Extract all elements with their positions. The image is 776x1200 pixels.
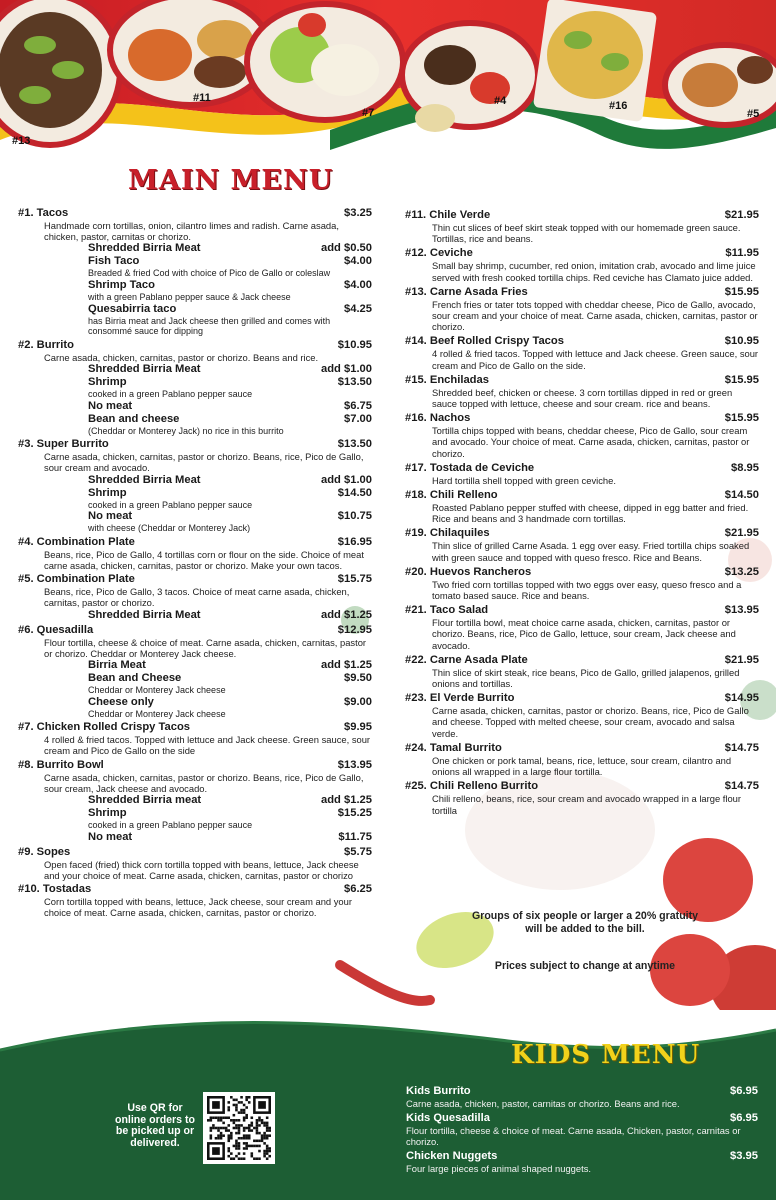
menu-item: [18, 759, 372, 844]
menu-item-title: #5. Combination Plate: [18, 573, 135, 586]
menu-item-description: Carne asada, chicken, carnitas, pastor or chorizo. Beans, rice, Pico de Gallo, sour cream and avocado.: [44, 451, 364, 474]
sub-option-name: Shredded Birria Meat: [88, 473, 201, 486]
menu-item-header: [18, 573, 372, 586]
menu-sub-option: [18, 363, 372, 376]
menu-sub-option: [18, 696, 372, 720]
menu-item: [18, 721, 372, 756]
kids-item-description: Flour tortilla, cheese & choice of meat. Carne asada, Chicken, pastor, carnitas or chorizo.: [406, 1125, 741, 1147]
sub-option-price: $13.50: [337, 375, 372, 388]
menu-item-description: Flour tortilla bowl, meat choice carne asada, chicken, carnitas, pastor or chorizo. Beans, rice, Pico de Gallo, lettuce, sour cream, Jack cheese and avocado.: [432, 617, 736, 651]
menu-item: [405, 412, 759, 459]
menu-item-price: $15.95: [724, 373, 759, 386]
menu-item-description: Roasted Pablano pepper stuffed with cheese, dipped in egg batter and fried. Rice and beans and 3 handmade corn tortillas.: [432, 502, 749, 525]
menu-item-header: [18, 846, 372, 859]
menu-item-price: $5.75: [344, 845, 372, 858]
menu-item-description: 4 rolled & fried tacos. Topped with lettuce and Jack cheese. Green sauce, sour cream and Pico de Gallo on the side.: [432, 348, 759, 371]
menu-sub-option: [18, 807, 372, 831]
menu-left-column: [18, 207, 372, 920]
sub-option-name: Fish Taco: [88, 255, 140, 268]
kids-item-title: Chicken Nuggets: [406, 1150, 498, 1162]
sub-option-header: [88, 609, 372, 622]
sub-option-name: Bean and cheese: [88, 412, 180, 425]
menu-item-price: $11.95: [725, 247, 759, 260]
sub-option-name: Cheese only: [88, 695, 154, 708]
menu-item-price: $13.95: [724, 604, 759, 617]
sub-option-header: [88, 672, 372, 685]
menu-item-description: Carne asada, chicken, carnitas, pastor or chorizo. Beans, rice, Pico de Gallo and cheese. Topped with melted cheese, sour cream, avocado and salsa verde.: [432, 705, 749, 739]
menu-item-title: #4. Combination Plate: [18, 535, 135, 548]
menu-item-description: Chili relleno, beans, rice, sour cream and avocado wrapped in a large flour tortilla: [432, 793, 742, 816]
sub-option-header: [88, 242, 372, 255]
menu-item: [405, 654, 759, 689]
menu-item-header: [18, 721, 372, 734]
sub-option-price: $4.00: [344, 255, 372, 268]
menu-item-description: Tortilla chips topped with beans, cheddar cheese, Pico de Gallo, sour cream and avocado. Your choice of meat. Carne asada, chicken, carnitas, pastor or chorizo.: [432, 425, 750, 459]
kids-item-price: $6.95: [730, 1085, 758, 1097]
sub-option-description: Cheddar or Monterey Jack cheese: [88, 708, 226, 719]
sub-option-name: Shrimp: [88, 806, 127, 819]
qr-instructions: Use QR for online orders to be picked up or delivered.: [114, 1102, 196, 1149]
menu-item-title: #17. Tostada de Ceviche: [405, 461, 535, 474]
menu-item-header: [405, 489, 759, 502]
menu-item: [405, 692, 759, 739]
sub-option-price: add $1.25: [321, 658, 372, 671]
sub-option-price: add $0.50: [321, 242, 372, 255]
menu-item-price: $6.25: [344, 882, 372, 895]
menu-item-header: [405, 247, 759, 260]
sub-option-price: add $1.25: [321, 608, 372, 621]
sub-option-price: $7.00: [344, 412, 372, 425]
sub-option-price: add $1.00: [321, 362, 372, 375]
menu-item-price: $3.25: [344, 207, 372, 219]
menu-sub-option: [18, 672, 372, 696]
menu-item: [405, 374, 759, 409]
menu-item-title: #10. Tostadas: [18, 882, 92, 895]
qr-code-icon: [207, 1096, 271, 1160]
menu-item-description: Two fried corn tortillas topped with two eggs over easy, queso fresco and a tomato based sauce. Rice and beans.: [432, 578, 742, 602]
sub-option-header: [88, 696, 372, 709]
menu-item-description: Open faced (fried) thick corn tortilla topped with beans, lettuce, Jack cheese and your choice of meat. Carne asada, chicken, carnitas, pastor or chorizo: [44, 858, 359, 881]
menu-item-header: [18, 339, 372, 352]
menu-item-price: $13.95: [337, 758, 372, 771]
kids-item-title: Kids Burrito: [406, 1085, 471, 1097]
menu-item-description: Handmade corn tortillas, onion, cilantro limes and radish. Carne asada, chicken, pastor, carnitas or chorizo.: [44, 220, 339, 243]
menu-item-price: $14.75: [724, 780, 759, 793]
sub-option-header: [88, 487, 372, 500]
plate-label-4: #4: [494, 95, 507, 107]
sub-option-name: Shrimp Taco: [88, 279, 155, 291]
sub-option-price: add $1.00: [321, 473, 372, 486]
menu-item: [18, 573, 372, 621]
menu-item: [18, 536, 372, 571]
menu-item: [18, 438, 372, 534]
sub-option-name: Shrimp: [88, 486, 127, 499]
kids-menu-item: [406, 1150, 758, 1174]
menu-sub-option: [18, 659, 372, 672]
menu-item-description: Hard tortilla shell topped with green ceviche.: [432, 474, 616, 486]
menu-item-description: Carne asada, chicken, carnitas, pastor or chorizo. Beans and rice.: [44, 351, 319, 363]
sub-option-name: Shredded Birria meat: [88, 793, 202, 806]
menu-item-price: $16.95: [337, 535, 372, 548]
menu-item: [405, 566, 759, 601]
menu-item-description: Thin slice of grilled Carne Asada. 1 egg over easy. Fried tortilla chips soaked with green sauce and topped with queso fresco. Rice and Beans.: [432, 540, 750, 563]
plate-label-16: #16: [609, 100, 628, 112]
kids-item-price: $6.95: [730, 1112, 758, 1124]
menu-item: [18, 339, 372, 436]
sub-option-name: No meat: [88, 830, 133, 843]
sub-option-price: add $1.25: [321, 793, 372, 806]
sub-option-price: $15.25: [337, 806, 372, 819]
sub-option-name: Shrimp: [88, 375, 127, 388]
menu-item-title: #8. Burrito Bowl: [18, 758, 104, 771]
sub-option-price: $9.50: [344, 671, 372, 684]
sub-option-description: has Birria meat and Jack cheese then grilled and comes with consommé sauce for dipping: [88, 315, 331, 337]
plate-label-13: #13: [12, 135, 31, 147]
menu-item-price: $21.95: [724, 653, 759, 666]
menu-item-header: [18, 624, 372, 637]
menu-item: [405, 286, 759, 333]
menu-sub-option: [18, 303, 372, 337]
sub-option-header: [88, 510, 372, 523]
sub-option-header: [88, 363, 372, 376]
menu-sub-option: [18, 242, 372, 255]
sub-option-description: with cheese (Cheddar or Monterey Jack): [88, 523, 251, 534]
sub-option-header: [88, 255, 372, 268]
sub-option-description: cooked in a green Pablano pepper sauce: [88, 499, 253, 510]
menu-item-title: #1. Tacos: [18, 207, 69, 219]
sub-option-price: $14.50: [337, 486, 372, 499]
menu-item-description: Flour tortilla, cheese & choice of meat. Carne asada, chicken, carnitas, pastor or chorizo. Cheddar or Monterey Jack cheese.: [44, 636, 367, 659]
menu-sub-option: [18, 510, 372, 534]
menu-item: [405, 604, 759, 651]
sub-option-name: Birria Meat: [88, 658, 146, 671]
kids-item-header: [406, 1150, 758, 1163]
prices-note: Prices subject to change at anytime: [494, 960, 676, 972]
menu-item-description: Carne asada, chicken, carnitas, pastor or chorizo. Beans, rice, Pico de Gallo, sour cream, Jack cheese and avocado.: [44, 771, 364, 794]
sub-option-header: [88, 807, 372, 820]
menu-item-price: $9.95: [344, 721, 372, 734]
menu-item-title: #20. Huevos Rancheros: [405, 565, 532, 578]
menu-item-title: #11. Chile Verde: [405, 209, 491, 221]
menu-item-title: #3. Super Burrito: [18, 438, 109, 451]
menu-item-header: [405, 286, 759, 299]
menu-item-price: $12.95: [337, 623, 372, 636]
menu-item-title: #19. Chilaquiles: [405, 527, 490, 540]
menu-item-header: [405, 412, 759, 425]
sub-option-price: $11.75: [338, 830, 372, 843]
kids-item-description: Four large pieces of animal shaped nuggets.: [406, 1163, 592, 1174]
menu-item-header: [405, 692, 759, 705]
menu-item-header: [405, 335, 759, 348]
sub-option-header: [88, 659, 372, 672]
menu-item-title: #21. Taco Salad: [405, 604, 489, 617]
menu-item-price: $13.25: [724, 565, 759, 578]
menu-sub-option: [18, 400, 372, 413]
menu-item-description: Shredded beef, chicken or cheese. 3 corn tortillas dipped in red or green sauce topped with lettuce, cheese and sour cream. rice and beans.: [432, 386, 733, 410]
kids-item-description: Carne asada, chicken, pastor, carnitas or chorizo. Beans and rice.: [406, 1098, 680, 1109]
menu-item-title: #14. Beef Rolled Crispy Tacos: [405, 335, 564, 348]
plate-label-7: #7: [362, 107, 375, 119]
menu-item: [18, 207, 372, 337]
menu-item-description: 4 rolled & fried tacos. Topped with lettuce and Jack cheese. Green sauce, sour cream and Pico de Gallo on the side: [44, 734, 371, 757]
menu-item-header: [18, 207, 372, 220]
menu-item-header: [18, 759, 372, 772]
sub-option-name: No meat: [88, 510, 133, 523]
kids-menu-list: [406, 1085, 758, 1177]
menu-sub-option: [18, 831, 372, 844]
menu-item-header: [405, 566, 759, 579]
menu-item-price: $10.95: [337, 338, 372, 351]
kids-menu-item: [406, 1085, 758, 1109]
sub-option-price: $10.75: [337, 510, 372, 523]
menu-item-description: Thin slice of skirt steak, rice beans, Pico de Gallo, grilled jalapenos, grilled onions and tortillas.: [432, 666, 740, 690]
sub-option-name: Bean and Cheese: [88, 671, 182, 684]
sub-option-header: [88, 413, 372, 426]
menu-item-description: Thin cut slices of beef skirt steak topped with our homemade green sauce. Tortillas, rice and beans.: [432, 222, 741, 245]
sub-option-price: $4.00: [344, 279, 372, 291]
sub-option-header: [88, 474, 372, 487]
sub-option-price: $9.00: [344, 695, 372, 708]
menu-sub-option: [18, 609, 372, 622]
sub-option-header: [88, 303, 372, 316]
sub-option-name: Shredded Birria Meat: [88, 242, 201, 255]
menu-item-header: [18, 438, 372, 451]
menu-item-price: $15.95: [724, 285, 759, 298]
menu-item-title: #13. Carne Asada Fries: [405, 285, 528, 298]
menu-item-price: $14.75: [724, 741, 759, 754]
menu-item-description: French fries or tater tots topped with cheddar cheese, Pico de Gallo, avocado, sour cream and your choice of meat. Carne asada, chicken, carnitas, pastor or chorizo.: [432, 298, 758, 333]
menu-item-description: Beans, rice, Pico de Gallo, 3 tacos. Choice of meat carne asada, chicken, carnitas, pastor or chorizo.: [44, 586, 350, 609]
kids-item-title: Kids Quesadilla: [406, 1112, 490, 1124]
plate-label-5: #5: [747, 108, 760, 120]
sub-option-description: (Cheddar or Monterey Jack) no rice in this burrito: [88, 425, 284, 436]
menu-item: [18, 846, 372, 881]
sub-option-name: No meat: [88, 399, 133, 412]
menu-item-description: Corn tortilla topped with beans, lettuce, Jack cheese, sour cream and your choice of meat. Carne asada, chicken, carnitas, pastor or chorizo.: [44, 895, 352, 919]
menu-item-description: Small bay shrimp, cucumber, red onion, imitation crab, avocado and lime juice served with fresh cooked tortilla chips. Red ceviche has Clamato juice added.: [432, 260, 756, 283]
sub-option-price: $6.75: [344, 399, 372, 412]
menu-item-price: $10.95: [724, 335, 759, 348]
menu-item: [405, 462, 759, 486]
menu-item-header: [405, 742, 759, 755]
menu-item-title: #15. Enchiladas: [405, 373, 489, 386]
sub-option-header: [88, 376, 372, 389]
menu-item-title: #22. Carne Asada Plate: [405, 653, 528, 666]
menu-item-price: $14.50: [724, 489, 759, 502]
menu-item-title: #24. Tamal Burrito: [405, 741, 502, 754]
menu-item-price: $21.95: [724, 527, 759, 540]
plate-label-11: #11: [193, 92, 211, 104]
sub-option-header: [88, 794, 372, 807]
menu-item-header: [405, 654, 759, 667]
sub-option-description: with a green Pablano pepper sauce & Jack cheese: [88, 292, 291, 302]
menu-item: [405, 247, 759, 282]
menu-item: [405, 527, 759, 562]
menu-item: [405, 489, 759, 524]
menu-item-title: #16. Nachos: [405, 412, 471, 425]
menu-sub-option: [18, 487, 372, 511]
kids-menu-heading: KIDS MENU: [511, 1040, 701, 1070]
menu-item-header: [405, 209, 759, 222]
menu-item: [405, 209, 759, 244]
menu-item-description: Beans, rice, Pico de Gallo, 4 tortillas corn or flour on the side. Choice of meat carne asada, chicken, carnitas, pastor or chorizo. Make your own tacos.: [44, 548, 364, 571]
menu-item-price: $13.50: [337, 438, 372, 451]
menu-item-header: [405, 527, 759, 540]
kids-item-header: [406, 1085, 758, 1098]
main-menu-heading: MAIN MENU: [128, 165, 334, 196]
sub-option-header: [88, 831, 372, 844]
menu-item-title: #12. Ceviche: [405, 247, 473, 260]
sub-option-description: Cheddar or Monterey Jack cheese: [88, 684, 226, 695]
menu-sub-option: [18, 255, 372, 279]
kids-item-header: [406, 1112, 758, 1125]
menu-sub-option: [18, 279, 372, 303]
menu-item: [405, 742, 759, 777]
sub-option-description: cooked in a green Pablano pepper sauce: [88, 388, 253, 399]
menu-item-title: #23. El Verde Burrito: [405, 692, 515, 705]
menu-item-price: $15.75: [337, 573, 372, 586]
menu-item-header: [18, 536, 372, 549]
menu-right-column: [405, 209, 759, 819]
sub-option-name: Quesabirria taco: [88, 302, 177, 315]
menu-sub-option: [18, 376, 372, 400]
menu-item-title: #6. Quesadilla: [18, 623, 94, 636]
qr-code[interactable]: [203, 1092, 275, 1164]
sub-option-header: [88, 279, 372, 292]
kids-menu-item: [406, 1112, 758, 1147]
sub-option-name: Shredded Birria Meat: [88, 608, 201, 621]
sub-option-name: Shredded Birria Meat: [88, 362, 201, 375]
menu-item-header: [405, 462, 759, 475]
menu-sub-option: [18, 413, 372, 437]
menu-item-title: #25. Chili Relleno Burrito: [405, 780, 539, 793]
menu-item-header: [405, 374, 759, 387]
menu-item-title: #18. Chili Relleno: [405, 489, 498, 502]
menu-item: [18, 624, 372, 720]
menu-item-header: [405, 780, 759, 793]
sub-option-price: $4.25: [344, 302, 372, 315]
menu-item: [18, 883, 372, 918]
menu-item-price: $15.95: [724, 412, 759, 425]
gratuity-note: Groups of six people or larger a 20% gratuity will be added to the bill.: [471, 910, 699, 935]
menu-item-description: One chicken or pork tamal, beans, rice, lettuce, sour cream, cilantro and onions all wrapped in a large flour tortilla.: [432, 754, 732, 778]
kids-item-price: $3.95: [730, 1150, 758, 1162]
menu-item-title: #7. Chicken Rolled Crispy Tacos: [18, 721, 191, 734]
menu-item-header: [18, 883, 372, 896]
menu-sub-option: [18, 794, 372, 807]
menu-item-header: [405, 604, 759, 617]
sub-option-description: Breaded & fried Cod with choice of Pico de Gallo or coleslaw: [88, 268, 331, 279]
menu-item: [405, 335, 759, 370]
menu-item-price: $21.95: [724, 209, 759, 221]
sub-option-description: cooked in a green Pablano pepper sauce: [88, 819, 253, 830]
menu-sub-option: [18, 474, 372, 487]
menu-item-title: #2. Burrito: [18, 338, 74, 351]
menu-item-price: $8.95: [731, 461, 759, 474]
sub-option-header: [88, 400, 372, 413]
menu-item-price: $14.95: [724, 692, 759, 705]
menu-item: [405, 780, 759, 815]
menu-item-title: #9. Sopes: [18, 845, 71, 858]
